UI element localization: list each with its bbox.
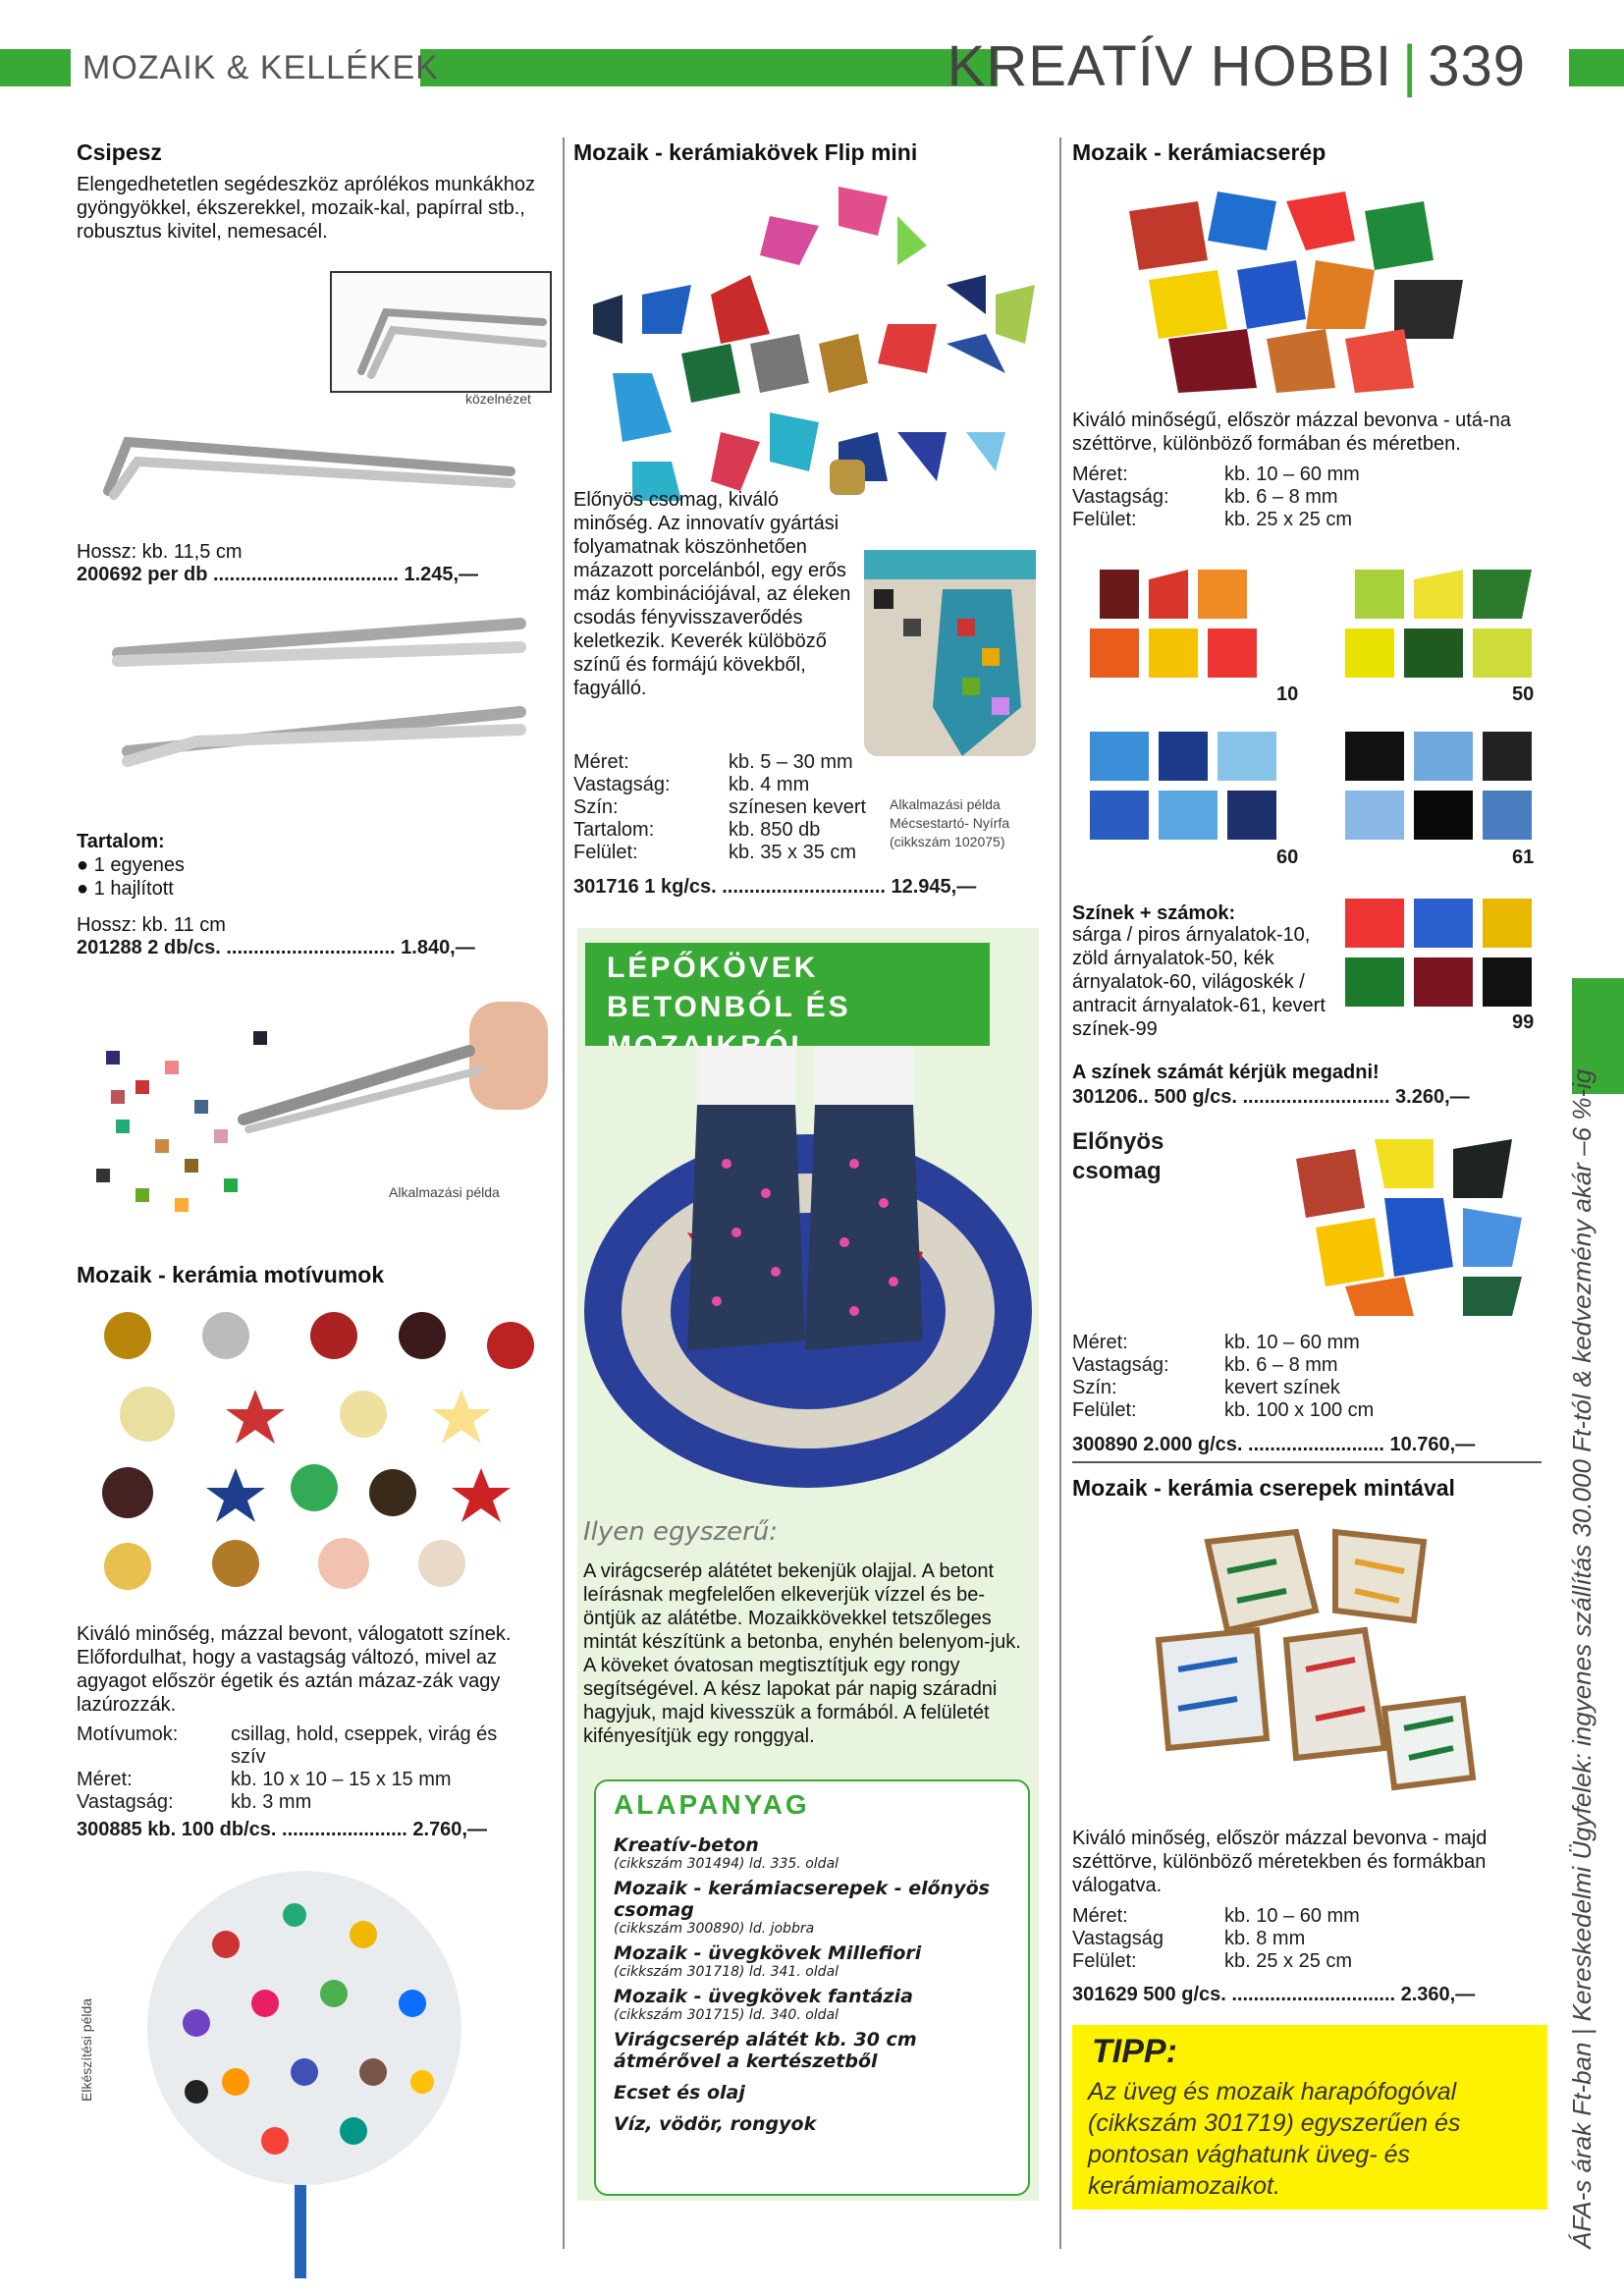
csipesz-length-1: Hossz: kb. 11,5 cm — [77, 541, 243, 563]
material-item — [614, 2029, 1016, 2072]
spec-key: Vastagság: — [1072, 486, 1169, 508]
spec-value: kb. 3 mm — [231, 1791, 312, 1813]
material-name: Mozaik - üvegkövek fantázia — [614, 1986, 913, 2007]
spec-value: kb. 25 x 25 cm — [1224, 1950, 1353, 1972]
mintas-title: Mozaik - kerámia cserepek mintával — [1072, 1475, 1455, 1501]
spec-value: kb. 6 – 8 mm — [1224, 486, 1338, 508]
swatch-label-61: 61 — [1512, 847, 1535, 868]
tweezers-straight-icon — [108, 604, 530, 781]
material-ref: (cikkszám 301718) ld. 341. oldal — [614, 1964, 839, 1980]
spec-key: Felület: — [1072, 1399, 1137, 1421]
elonyos-divider — [1072, 1461, 1542, 1463]
keramiacserep-specs — [1072, 464, 1360, 531]
elonyos-title: Előnyös csomag — [1072, 1128, 1164, 1184]
tweezer-closeup-icon — [332, 273, 550, 391]
catalog-title: KREATÍV HOBBI — [947, 34, 1393, 98]
mintas-desc: Kiváló minőség, először mázzal bevonva - majd széttörve, különböző méretekben és formákban válogatva. — [1072, 1828, 1488, 1896]
materials-title: ALAPANYAG — [614, 1789, 810, 1820]
motivumok-price: 300885 kb. 100 db/cs. ....................... 2.760,— — [77, 1819, 487, 1840]
csipesz-contents-title: Tartalom: — [77, 831, 165, 852]
mosaic-sphere-photo — [137, 1866, 471, 2278]
swatch-label-60: 60 — [1276, 847, 1299, 868]
spec-value: színesen kevert — [729, 796, 867, 818]
candle-holder-photo — [864, 530, 1036, 756]
spec-key: Méret: — [77, 1769, 133, 1790]
flipmini-specs — [573, 751, 905, 864]
elonyos-specs — [1072, 1332, 1374, 1422]
csipesz-contents-2: ● 1 hajlított — [77, 878, 174, 900]
header-bar-right — [1569, 49, 1624, 86]
material-name: Víz, vödör, rongyok — [614, 2113, 817, 2135]
material-item — [614, 1986, 1016, 2023]
material-name: Ecset és olaj — [614, 2082, 745, 2104]
contents-item: 1 hajlított — [93, 878, 174, 900]
csipesz-contents-1: ● 1 egyenes — [77, 854, 185, 876]
material-item — [614, 1942, 1016, 1980]
spec-value: kb. 100 x 100 cm — [1224, 1399, 1375, 1421]
mintas-price: 301629 500 g/cs. .............................. 2.360,— — [1072, 1984, 1476, 2005]
flipmini-desc: Előnyös csomag, kiváló minőség. Az innovatív gyártási folyamatnak köszönhetően mázazott porcelánból, egy erős máz kombinációjával, az éleken csodás fényvisszaverődés keletkezik. Keverék külöböző színű és formájú kövekből, fagyálló. — [573, 489, 851, 699]
spec-value: kevert színek — [1224, 1377, 1340, 1398]
colors-list: sárga / piros árnyalatok-10, zöld árnyalatok-50, kék árnyalatok-60, világoskék / antracit árnyalatok-61, kevert színek-99 — [1072, 924, 1326, 1040]
flipmini-example-label: Alkalmazási példa Mécsestartó- Nyírfa (cikkszám 102075) — [890, 796, 1010, 849]
csipesz-length-2: Hossz: kb. 11 cm — [77, 914, 226, 936]
material-name: Virágcserép alátét kb. 30 cm átmérővel a kertészetből — [614, 2029, 917, 2072]
spec-value: csillag, hold, cseppek, virág és szív — [231, 1723, 498, 1768]
header-bar-mid — [420, 49, 998, 86]
spec-key: Méret: — [1072, 464, 1128, 485]
elonyos-photo — [1286, 1129, 1542, 1316]
keramiacserep-title: Mozaik - kerámiacserép — [1072, 139, 1326, 165]
spec-value: kb. 850 db — [729, 819, 821, 841]
spec-key: Vastagság — [1072, 1928, 1164, 1949]
spec-key: Vastagság: — [573, 774, 671, 795]
closeup-label: közelnézet — [465, 391, 531, 407]
swatch-10-photo — [1080, 560, 1299, 707]
swatch-label-50: 50 — [1512, 683, 1535, 705]
csipesz-example-label: Alkalmazási példa — [389, 1184, 500, 1200]
spec-key: Motívumok: — [77, 1723, 179, 1745]
keramiacserep-photo — [1110, 182, 1483, 398]
material-item — [614, 2082, 1016, 2104]
material-name: Mozaik - kerámiacserepek - előnyös csomag — [614, 1878, 990, 1921]
materials-list — [614, 1834, 1016, 2135]
ceramic-motifs-photo — [88, 1306, 550, 1591]
tip-title: TIPP: — [1092, 2033, 1177, 2070]
spec-value: kb. 35 x 35 cm — [729, 842, 857, 863]
motivumok-title: Mozaik - kerámia motívumok — [77, 1262, 385, 1287]
spec-key: Felület: — [573, 842, 638, 863]
elonyos-price: 300890 2.000 g/cs. ......................... 10.760,— — [1072, 1434, 1476, 1455]
spec-value: kb. 4 mm — [729, 774, 810, 795]
lepokovek-desc: A virágcserép alátétet bekenjük olajjal. A betont leírásnak megfelelően elkeverjük vízzel és be-öntjük az alátétbe. Mozaikkövekkel tetszőleges mintát készítünk a betonba, enyhén belenyom-juk. A köveket óvatosan megtisztítjuk egy rongy segítségével. A kész lapokat pár napig száradni hagyjuk, majd kivesszük a formából. A felületét kifényesítjük egy ronggyal. — [583, 1560, 1021, 1747]
tweezer-bent-icon — [98, 422, 520, 511]
swatch-label-10: 10 — [1276, 683, 1299, 705]
material-name: Kreatív-beton — [614, 1834, 759, 1856]
motivumok-specs — [77, 1723, 525, 1814]
csipesz-desc: Elengedhetetlen segédeszköz aprólékos munkákhoz gyöngyökkel, ékszerekkel, mozaik-kal, papírral stb., robusztus kivitel, nemesacél. — [77, 174, 535, 243]
stepping-stone-photo — [579, 1046, 1037, 1527]
spec-key: Felület: — [1072, 1950, 1137, 1972]
colors-note: A színek számát kérjük megadni! — [1072, 1062, 1380, 1083]
closeup-frame — [330, 271, 552, 393]
flipmini-tiles-photo — [573, 177, 1045, 501]
colors-title: Színek + számok: — [1072, 902, 1236, 924]
mintas-specs — [1072, 1905, 1360, 1973]
spec-key: Szín: — [1072, 1377, 1117, 1398]
sidebar-note: ÁFA-s árak Ft-ban | Kereskedelmi Ügyfelek: ingyenes szállítás 30.000 Ft-tól & kedvezmény akár –6 %-ig — [1567, 1068, 1597, 2249]
spec-value: kb. 8 mm — [1224, 1928, 1306, 1949]
tip-text: Az üveg és mozaik harapófogóval (cikkszám 301719) egyszerűen és pontosan vághatunk üveg- és kerámiamozaikot. — [1088, 2078, 1461, 2200]
spec-value: kb. 10 – 60 mm — [1224, 464, 1360, 485]
spec-value: kb. 10 – 60 mm — [1224, 1332, 1360, 1353]
material-item — [614, 2113, 1016, 2135]
material-ref: (cikkszám 300890) ld. jobbra — [614, 1921, 815, 1937]
swatch-60-photo — [1080, 722, 1299, 869]
spec-value: kb. 5 – 30 mm — [729, 751, 853, 773]
spec-key: Méret: — [1072, 1905, 1128, 1927]
spec-key: Méret: — [573, 751, 629, 773]
keramiacserep-desc: Kiváló minőségű, először mázzal bevonva - utá-na széttörve, különböző formában és méretben. — [1072, 410, 1511, 455]
material-name: Mozaik - üvegkövek Millefiori — [614, 1942, 922, 1964]
column-divider-2 — [1059, 137, 1061, 2249]
lepokovek-title: LÉPŐKÖVEK BETONBÓL ÉS — [585, 943, 990, 1074]
keramiacserep-price: 301206.. 500 g/cs. ........................... 3.260,— — [1072, 1086, 1470, 1108]
spec-key: Felület: — [1072, 509, 1137, 530]
swatch-label-99: 99 — [1512, 1011, 1535, 1033]
header-bar-left — [0, 49, 71, 86]
spec-key: Szín: — [573, 796, 619, 818]
material-item — [614, 1878, 1016, 1937]
section-title — [82, 43, 439, 92]
lepokovek-subtitle: Ilyen egyszerű: — [583, 1517, 779, 1547]
material-ref: (cikkszám 301494) ld. 335. oldal — [614, 1856, 839, 1872]
spec-key: Tartalom: — [573, 819, 655, 841]
spec-key: Vastagság: — [1072, 1354, 1169, 1376]
csipesz-price-1: 200692 per db .................................. 1.245,— — [77, 564, 479, 585]
spec-value: kb. 10 – 60 mm — [1224, 1905, 1360, 1927]
spec-value: kb. 10 x 10 – 15 x 15 mm — [231, 1769, 452, 1790]
material-ref: (cikkszám 301715) ld. 340. oldal — [614, 2007, 839, 2023]
flipmini-title: Mozaik - kerámiakövek Flip mini — [573, 139, 918, 165]
sphere-example-label: Elkészítési példa — [79, 1997, 94, 2102]
flipmini-price: 301716 1 kg/cs. .............................. 12.945,— — [573, 876, 977, 898]
column-divider-1 — [563, 137, 565, 2249]
contents-item: 1 egyenes — [93, 854, 185, 876]
csipesz-price-2: 201288 2 db/cs. ............................... 1.840,— — [77, 937, 475, 958]
page-header — [947, 33, 1526, 99]
page-number: 339 — [1428, 34, 1526, 98]
mintas-photo — [1149, 1522, 1483, 1817]
material-item — [614, 1834, 1016, 1872]
csipesz-title: Csipesz — [77, 139, 162, 165]
spec-key: Vastagság: — [77, 1791, 174, 1813]
header-separator: | — [1402, 34, 1419, 98]
spec-value: kb. 25 x 25 cm — [1224, 509, 1353, 530]
section-title-text: MOZAIK & KELLÉKEK — [82, 48, 439, 86]
motivumok-desc: Kiváló minőség, mázzal bevont, válogatott színek. Előfordulhat, hogy a vastagság változó, mivel az agyagot először égetik és aztán mázaz-zák vagy lazúrozzák. — [77, 1623, 512, 1716]
spec-value: kb. 6 – 8 mm — [1224, 1354, 1338, 1376]
spec-key: Méret: — [1072, 1332, 1128, 1353]
